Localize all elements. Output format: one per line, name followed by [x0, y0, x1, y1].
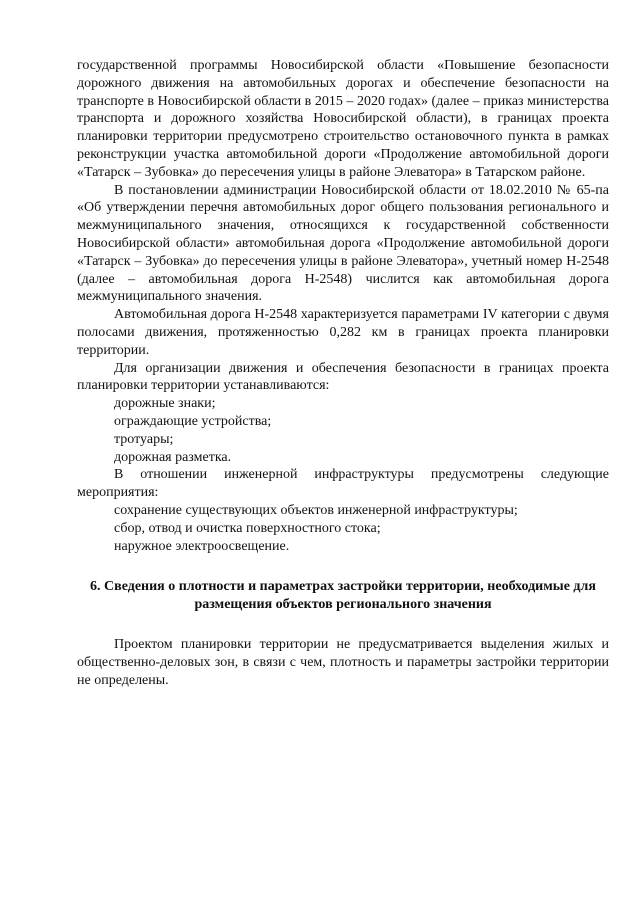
infrastructure-list [77, 502, 609, 555]
document-page [77, 57, 609, 689]
list-item: ограждающие устройства; [114, 413, 272, 429]
paragraph-density: Проектом планировки территории не предусматривается выделения жилых и общественно-деловых зон, в связи с чем, плотность и параметры застройки территории не определены. [77, 636, 609, 688]
safety-list [77, 395, 609, 466]
paragraph-program-reference: государственной программы Новосибирской области «Повышение безопасности дорожного движения на автомобильных дорогах и обеспечение безопасности на транспорте в Новосибирской области в 2015 – 2020 годах» (далее – приказ министерства транспорта и дорожного хозяйства Новосибирской области), в границах проекта планировки территории предусмотрено строительство остановочного пункта в рамках реконструкции участка автомобильной дороги «Продолжение автомобильной дороги «Татарск – Зубовка» до пересечения улицы в районе Элеватора» в Татарском районе. [77, 58, 609, 180]
list-item: тротуары; [114, 431, 174, 447]
paragraph-infrastructure-intro: В отношении инженерной инфраструктуры предусмотрены следующие мероприятия: [77, 467, 609, 501]
list-item: дорожная разметка. [114, 449, 232, 465]
list-item: сбор, отвод и очистка поверхностного стока; [114, 520, 381, 536]
list-item: дорожные знаки; [114, 396, 216, 412]
section-heading: 6. Сведения о плотности и параметрах застройки территории, необходимые для размещения объектов регионального значения [90, 579, 596, 613]
list-item: наружное электроосвещение. [114, 538, 290, 554]
paragraph-safety-intro: Для организации движения и обеспечения безопасности в границах проекта планировки территории устанавливаются: [77, 360, 609, 394]
paragraph-resolution: В постановлении администрации Новосибирской области от 18.02.2010 № 65-па «Об утверждении перечня автомобильных дорог общего пользования регионального и межмуниципального значения, относящихся к государственной собственности Новосибирской области» автомобильная дорога «Продолжение автомобильной дороги «Татарск – Зубовка» до пересечения улицы в районе Элеватора», учетный номер Н-2548 (далее – автомобильная дорога Н-2548) числится как автомобильная дорога межмуниципального значения. [77, 182, 609, 305]
paragraph-road-parameters: Автомобильная дорога Н-2548 характеризуется параметрами IV категории с двумя полосами движения, протяженностью 0,282 км в границах проекта планировки территории. [77, 307, 609, 358]
list-item: сохранение существующих объектов инженерной инфраструктуры; [114, 502, 518, 518]
